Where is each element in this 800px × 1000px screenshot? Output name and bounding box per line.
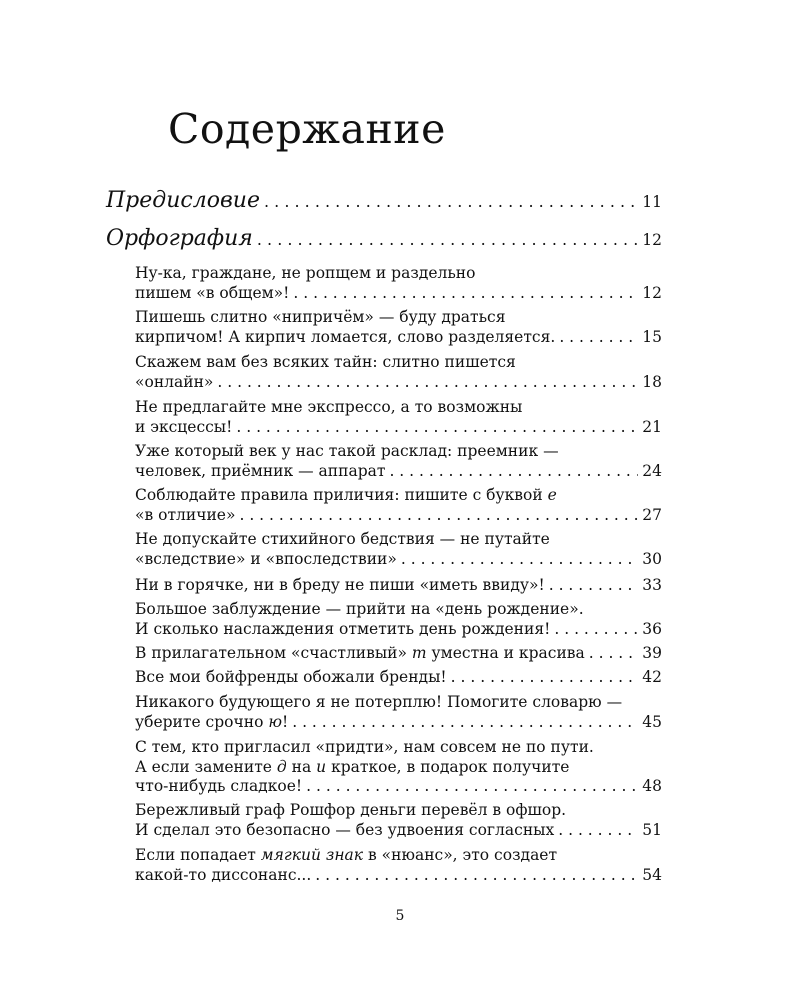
toc-section-orthography[interactable]: [106, 226, 662, 251]
dot-leader: [217, 373, 638, 391]
toc-entry-line: Скажем вам без всяких тайн: слитно пишется: [135, 353, 516, 371]
toc-entry-line: Ну-ка, граждане, не ропщем и раздельно: [135, 264, 476, 282]
toc-section-title: Предисловие: [106, 188, 260, 213]
dot-leader: [549, 576, 639, 594]
toc-entry-title: кирпичом! А кирпич ломается, слово разделяется.: [135, 328, 556, 346]
dot-leader: [257, 230, 638, 249]
dot-leader: [292, 713, 638, 731]
page-number-footer: 5: [395, 908, 405, 924]
toc-page-number: 36: [642, 620, 662, 638]
toc-page-number: 15: [642, 328, 662, 346]
toc-entry-text: А если замените: [135, 758, 277, 776]
toc-entry-text: Если попадает: [135, 846, 261, 864]
toc-entry-emphasis: е: [547, 486, 557, 504]
toc-page-number: 18: [642, 373, 662, 391]
toc-entry-title: человек, приёмник — аппарат: [135, 462, 386, 480]
toc-entry-line: Не допускайте стихийного бедствия — не путайте: [135, 530, 550, 548]
toc-page-number: 51: [642, 821, 662, 839]
toc-entry-title: [135, 713, 288, 731]
toc-entry-line: [135, 846, 662, 864]
toc-entry-text: уберите срочно: [135, 713, 269, 731]
toc-entry-emphasis: т: [411, 644, 427, 662]
toc-page-number: 54: [642, 866, 662, 884]
toc-entry-line: Бережливый граф Рошфор деньги перевёл в офшор.: [135, 801, 567, 819]
toc-entry-line: Большое заблуждение — прийти на «день рождение».: [135, 600, 584, 618]
dot-leader: [264, 192, 638, 211]
toc-entry-title: что-нибудь сладкое!: [135, 777, 303, 795]
toc-entry[interactable]: [135, 866, 662, 884]
toc-entry[interactable]: [135, 373, 662, 391]
toc-entry-title: «онлайн»: [135, 373, 214, 391]
toc-entry[interactable]: [135, 576, 662, 594]
toc-entry-text: !: [281, 713, 289, 731]
toc-entry-text: В прилагательном «счастливый»: [135, 644, 412, 662]
toc-entry[interactable]: [135, 821, 662, 839]
dot-leader: [293, 284, 638, 302]
toc-entry-emphasis: мягкий знак: [260, 846, 364, 864]
toc-title: Содержание: [168, 105, 446, 153]
toc-entry-line: Уже который век у нас такой расклад: преемник —: [135, 442, 559, 460]
toc-entry-title: какой-то диссонанс...: [135, 866, 312, 884]
dot-leader: [315, 866, 638, 884]
toc-entry-text: уместна и красива: [426, 644, 585, 662]
toc-entry-line: Никакого будующего я не потерплю! Помогите словарю —: [135, 693, 623, 711]
toc-entry[interactable]: [135, 418, 662, 436]
toc-entry-title: [135, 644, 585, 662]
toc-entry[interactable]: [135, 284, 662, 302]
toc-page-number: 12: [642, 284, 662, 302]
toc-page-number: 39: [642, 644, 662, 662]
dot-leader: [451, 668, 639, 686]
toc-page-number: 45: [642, 713, 662, 731]
dot-leader: [306, 777, 638, 795]
toc-entry-title: и эксцессы!: [135, 418, 233, 436]
dot-leader: [558, 821, 638, 839]
toc-page-number: 27: [642, 506, 662, 524]
toc-page-number: 48: [642, 777, 662, 795]
toc-page-number: 11: [642, 193, 662, 211]
toc-entry-title: Ни в горячке, ни в бреду не пиши «иметь ввиду»!: [135, 576, 545, 594]
toc-entry-line: [135, 486, 662, 504]
toc-page-number: 33: [642, 576, 662, 594]
toc-entry-text: Соблюдайте правила приличия: пишите с буквой: [135, 486, 548, 504]
dot-leader: [401, 550, 638, 568]
toc-entry[interactable]: [135, 550, 662, 568]
toc-entry-title: «вследствие» и «впоследствии»: [135, 550, 397, 568]
toc-entry-title: И сколько наслаждения отметить день рождения!: [135, 620, 551, 638]
toc-page-number: 12: [642, 231, 662, 249]
toc-entry[interactable]: [135, 620, 662, 638]
dot-leader: [559, 328, 638, 346]
toc-entry-line: Не предлагайте мне экспрессо, а то возможны: [135, 398, 523, 416]
toc-entry[interactable]: [135, 462, 662, 480]
toc-entry-emphasis: д: [276, 758, 287, 776]
toc-entry[interactable]: [135, 644, 662, 662]
toc-section-title: Орфография: [106, 226, 253, 251]
toc-entry-title: «в отличие»: [135, 506, 236, 524]
toc-entry[interactable]: [135, 713, 662, 731]
toc-page-number: 21: [642, 418, 662, 436]
toc-entry-text: на: [286, 758, 317, 776]
toc-entry[interactable]: [135, 668, 662, 686]
toc-entry-emphasis: ю: [268, 713, 282, 731]
toc-entry-text: краткое, в подарок получите: [326, 758, 570, 776]
toc-page-number: 30: [642, 550, 662, 568]
dot-leader: [589, 644, 639, 662]
toc-entry-title: пишем «в общем»!: [135, 284, 290, 302]
toc-entry-text: в «нюанс», это создает: [363, 846, 558, 864]
toc-entry-title: И сделал это безопасно — без удвоения согласных: [135, 821, 555, 839]
toc-entry[interactable]: [135, 777, 662, 795]
toc-page-number: 42: [642, 668, 662, 686]
dot-leader: [236, 418, 638, 436]
toc-entry-line: С тем, кто пригласил «придти», нам совсем не по пути.: [135, 738, 594, 756]
toc-section-preface[interactable]: [106, 188, 662, 213]
toc-entry-line: Пишешь слитно «нипричём» — буду драться: [135, 308, 506, 326]
dot-leader: [239, 506, 638, 524]
toc-entry-title: Все мои бойфренды обожали бренды!: [135, 668, 447, 686]
toc-entry-emphasis: и: [316, 758, 327, 776]
toc-entry[interactable]: [135, 328, 662, 346]
toc-page-number: 24: [642, 462, 662, 480]
dot-leader: [554, 620, 638, 638]
dot-leader: [389, 462, 638, 480]
toc-entry-line: [135, 758, 662, 776]
toc-entry[interactable]: [135, 506, 662, 524]
